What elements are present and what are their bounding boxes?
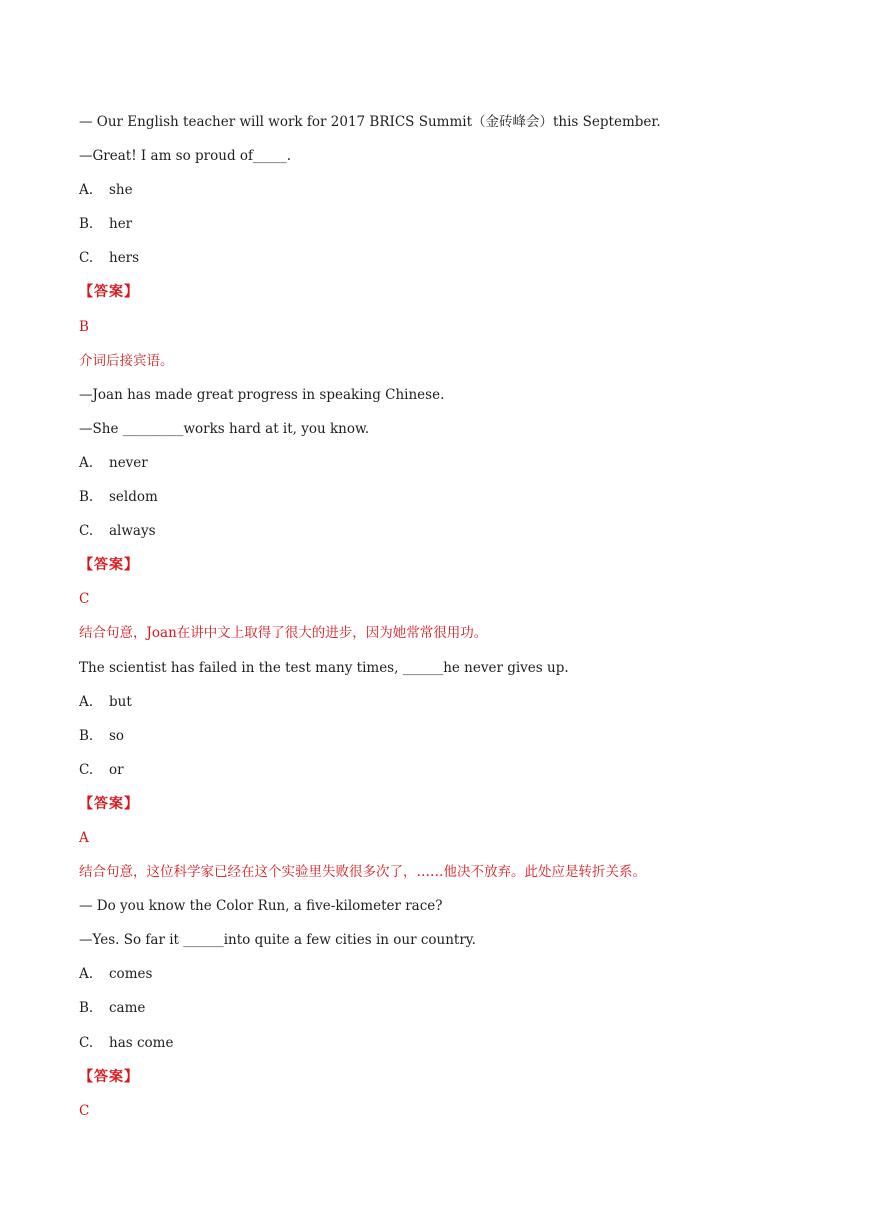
option-letter: A. (79, 454, 94, 471)
answer-explanation: 结合句意，Joan在讲中文上取得了很大的进步，因为她常常很用功。 (79, 625, 488, 642)
answer-heading: 【答案】 (79, 284, 139, 301)
option-text: she (109, 182, 133, 199)
answer-heading: 【答案】 (79, 1068, 139, 1085)
question-block (79, 110, 839, 383)
option-letter: C. (79, 761, 94, 778)
option-text: came (109, 1000, 146, 1017)
option-letter: A. (79, 182, 94, 199)
option-a (79, 962, 839, 996)
answer-heading: 【答案】 (79, 557, 139, 574)
option-c (79, 1031, 839, 1065)
option-letter: C. (79, 1034, 94, 1051)
option-c (79, 519, 839, 553)
option-b (79, 485, 839, 519)
option-text: so (109, 727, 125, 744)
question-stem-line: —Joan has made great progress in speaking Chinese. (79, 386, 445, 403)
option-text: or (109, 761, 124, 778)
question-stem-line: — Do you know the Color Run, a five-kilometer race? (79, 898, 443, 915)
option-letter: C. (79, 523, 94, 540)
option-letter: A. (79, 966, 94, 983)
question-block (79, 656, 839, 895)
option-text: has come (109, 1034, 174, 1051)
option-a (79, 178, 839, 212)
option-a (79, 451, 839, 485)
answer-value: C (79, 591, 90, 608)
option-text: always (109, 523, 156, 540)
option-a (79, 690, 839, 724)
option-letter: B. (79, 1000, 94, 1017)
option-b (79, 724, 839, 758)
option-b (79, 996, 839, 1030)
option-text: comes (109, 966, 153, 983)
answer-explanation: 介词后接宾语。 (79, 352, 174, 369)
option-b (79, 212, 839, 246)
option-letter: B. (79, 216, 94, 233)
answer-value: C (79, 1102, 90, 1119)
option-c (79, 246, 839, 280)
option-letter: C. (79, 250, 94, 267)
question-stem-line: —Yes. So far it ______into quite a few cities in our country. (79, 932, 476, 949)
option-letter: B. (79, 489, 94, 506)
document-page (79, 110, 839, 1133)
question-stem-line: —She _________works hard at it, you know. (79, 420, 370, 437)
option-c (79, 758, 839, 792)
option-text: her (109, 216, 133, 233)
option-text: never (109, 454, 148, 471)
question-block (79, 894, 839, 1133)
option-text: but (109, 693, 132, 710)
question-block (79, 383, 839, 656)
question-stem-line: — Our English teacher will work for 2017 BRICS Summit（金砖峰会）this September. (79, 114, 661, 130)
option-letter: B. (79, 727, 94, 744)
answer-heading: 【答案】 (79, 795, 139, 812)
option-text: hers (109, 250, 140, 267)
answer-value: B (79, 318, 89, 335)
option-letter: A. (79, 693, 94, 710)
answer-value: A (79, 829, 89, 846)
question-stem-line: —Great! I am so proud of_____. (79, 148, 292, 165)
option-text: seldom (109, 489, 158, 506)
question-stem-line: The scientist has failed in the test many times, ______he never gives up. (79, 659, 569, 676)
answer-explanation: 结合句意，这位科学家已经在这个实验里失败很多次了，……他决不放弃。此处应是转折关系。 (79, 864, 646, 881)
